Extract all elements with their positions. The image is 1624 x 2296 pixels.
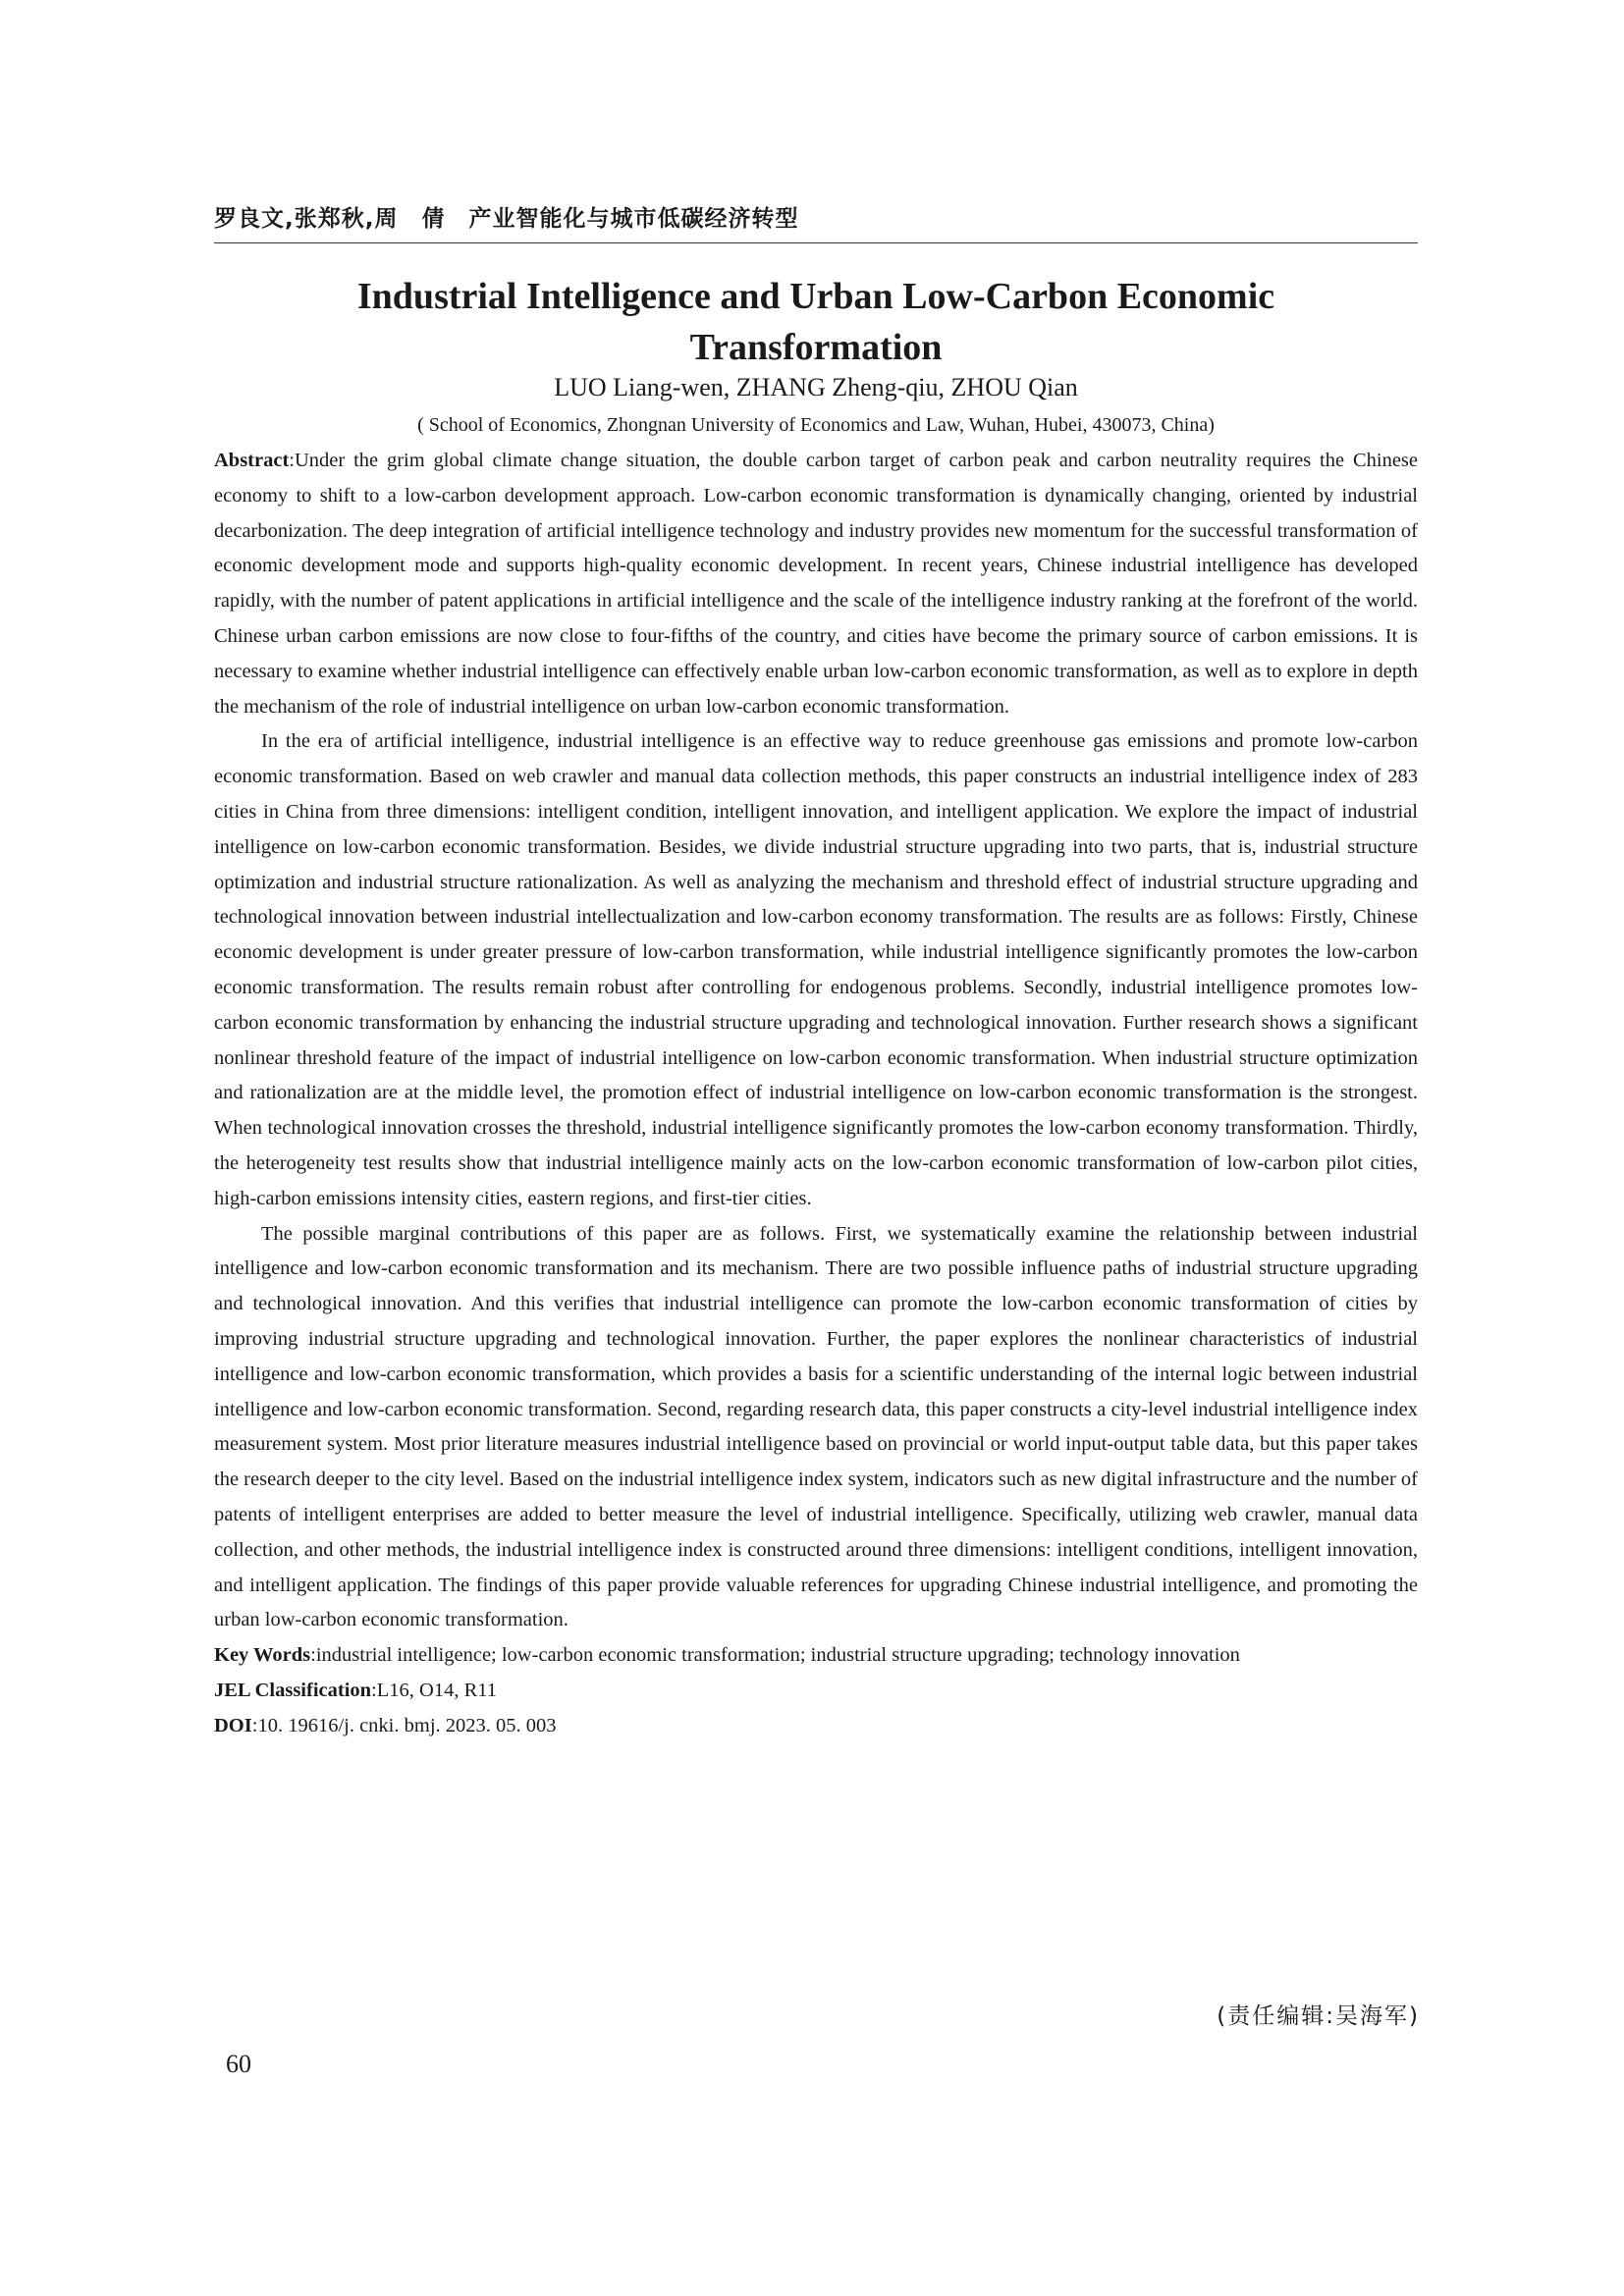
title-line-2: Transformation — [689, 327, 943, 368]
page-number: 60 — [226, 2050, 251, 2078]
jel-text: L16, O14, R11 — [376, 1679, 497, 1701]
affiliation: ( School of Economics, Zhongnan University of Economics and Law, Wuhan, Hubei, 430073, China) — [417, 414, 1215, 436]
abstract-paragraph-1: Abstract:Under the grim global climate change situation, the double carbon target of carbon peak and carbon neutrality requires the Chinese economy to shift to a low-carbon development approach. Low-carbon economic transformation is dynamically changing, oriented by industrial decarbonization. The deep integration of artificial intelligence technology and industry provides new momentum for the successful transformation of economic development mode and supports high-quality economic development. In recent years, Chinese industrial intelligence has developed rapidly, with the number of patent applications in artificial intelligence and the scale of the intelligence industry ranking at the forefront of the world. Chinese urban carbon emissions are now close to four-fifths of the country, and cities have become the primary source of carbon emissions. It is necessary to examine whether industrial intelligence can effectively enable urban low-carbon economic transformation, as well as to explore in depth the mechanism of the role of industrial intelligence on urban low-carbon economic transformation. — [214, 450, 1418, 718]
header-rule — [214, 242, 1418, 243]
doi-line: DOI:10. 19616/j. cnki. bmj. 2023. 05. 003 — [214, 1714, 557, 1736]
title-line-1: Industrial Intelligence and Urban Low-Carbon Economic — [356, 276, 1275, 317]
keywords-line: Key Words:industrial intelligence; low-carbon economic transformation; industrial structure upgrading; technology innovation — [214, 1644, 1240, 1667]
abstract-paragraph-2: In the era of artificial intelligence, industrial intelligence is an effective way to reduce greenhouse gas emissions and promote low-carbon economic transformation. Based on web crawler and manual data collection methods, this paper constructs an industrial intelligence index of 283 cities in China from three dimensions: intelligent condition, intelligent innovation, and intelligent application. We explore the impact of industrial intelligence on low-carbon economic transformation. Besides, we divide industrial structure upgrading into two parts, that is, industrial structure optimization and industrial structure rationalization. As well as analyzing the mechanism and threshold effect of industrial structure upgrading and technological innovation between industrial intellectualization and low-carbon economy transformation. The results are as follows: Firstly, Chinese economic development is under greater pressure of low-carbon transformation, while industrial intelligence significantly promotes the low-carbon economic transformation. The results remain robust after controlling for endogenous problems. Secondly, industrial intelligence promotes low-carbon economic transformation by enhancing the industrial structure upgrading and technological innovation. Further research shows a significant nonlinear threshold feature of the impact of industrial intelligence on low-carbon economic transformation. When industrial structure optimization and rationalization are at the middle level, the promotion effect of industrial intelligence on low-carbon economic transformation is the strongest. When technological innovation crosses the threshold, industrial intelligence significantly promotes the low-carbon economy transformation. Thirdly, the heterogeneity test results show that industrial intelligence mainly acts on the low-carbon economic transformation of low-carbon pilot cities, high-carbon emissions intensity cities, eastern regions, and first-tier cities. — [214, 730, 1418, 1209]
abstract-section — [214, 444, 1418, 1743]
running-header: 罗良文,张郑秋,周 倩 产业智能化与城市低碳经济转型 — [214, 206, 799, 232]
doi-label: DOI — [214, 1714, 252, 1736]
keywords-label: Key Words — [214, 1644, 311, 1667]
keywords-text: industrial intelligence; low-carbon economic transformation; industrial structure upgrading; technology innovation — [315, 1644, 1240, 1667]
responsible-editor: (责任编辑:吴海军) — [1217, 2003, 1420, 2029]
article-title — [214, 271, 1418, 373]
author-list: LUO Liang-wen, ZHANG Zheng-qiu, ZHOU Qian — [554, 373, 1078, 401]
abstract-label: Abstract — [214, 450, 290, 471]
jel-label: JEL Classification — [214, 1679, 372, 1701]
jel-line: JEL Classification:L16, O14, R11 — [214, 1679, 497, 1701]
abstract-paragraph-3: The possible marginal contributions of this paper are as follows. First, we systematically examine the relationship between industrial intelligence and low-carbon economic transformation and its mechanism. There are two possible influence paths of industrial structure upgrading and technological innovation. And this verifies that industrial intelligence can promote the low-carbon economic transformation of cities by improving industrial structure upgrading and technological innovation. Further, the paper explores the nonlinear characteristics of industrial intelligence and low-carbon economic transformation, which provides a basis for a scientific understanding of the internal logic between industrial intelligence and low-carbon economic transformation. Second, regarding research data, this paper constructs a city-level industrial intelligence index measurement system. Most prior literature measures industrial intelligence based on provincial or world input-output table data, but this paper takes the research deeper to the city level. Based on the industrial intelligence index system, indicators such as new digital infrastructure and the number of patents of intelligent enterprises are added to better measure the level of industrial intelligence. Specifically, utilizing web crawler, manual data collection, and other methods, the industrial intelligence index is constructed around three dimensions: intelligent conditions, intelligent innovation, and intelligent application. The findings of this paper provide valuable references for upgrading Chinese industrial intelligence, and promoting the urban low-carbon economic transformation. — [214, 1222, 1418, 1631]
abstract-text-1: Under the grim global climate change situation, the double carbon target of carbon peak and carbon neutrality requires the Chinese economy to shift to a low-carbon development approach. Low-carbon economic transformation is dynamically changing, oriented by industrial decarbonization. The deep integration of artificial intelligence technology and industry provides new momentum for the successful transformation of economic development mode and supports high-quality economic development. In recent years, Chinese industrial intelligence has developed rapidly, with the number of patent applications in artificial intelligence and the scale of the intelligence industry ranking at the forefront of the world. Chinese urban carbon emissions are now close to four-fifths of the country, and cities have become the primary source of carbon emissions. It is necessary to examine whether industrial intelligence can effectively enable urban low-carbon economic transformation, as well as to explore in depth the mechanism of the role of industrial intelligence on urban low-carbon economic transformation. — [214, 450, 1418, 718]
doi-text: 10. 19616/j. cnki. bmj. 2023. 05. 003 — [257, 1714, 557, 1736]
